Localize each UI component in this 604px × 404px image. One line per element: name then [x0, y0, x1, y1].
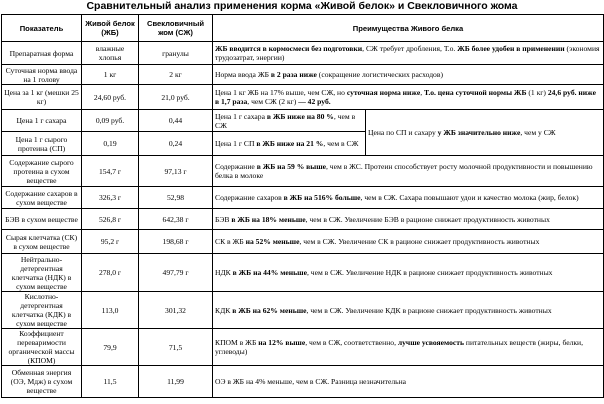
row-zhb-value: 95,2 г [82, 230, 139, 254]
row-zhb-value: 326,3 г [82, 187, 139, 209]
emphasis-text: у ЖБ значительно ниже [437, 128, 521, 137]
row-advantage: НДК в ЖБ на 44% меньше, чем в СЖ. Увеличение НДК в рационе снижает продуктивность животных [213, 254, 604, 292]
header-indicator: Показатель [2, 15, 82, 42]
table-row [2, 65, 604, 85]
row-indicator: Цена за 1 кг (мешки 25 кг) [2, 85, 82, 110]
emphasis-text: в ЖБ на 62% меньше [232, 305, 307, 315]
row-szh-value: 0,44 [139, 110, 213, 132]
page-title: Сравнительный анализ применения корма «Живой белок» и Свекловичного жома [86, 0, 518, 12]
row-zhb-value: 113,0 [82, 292, 139, 329]
row-advantage: Цена 1 кг ЖБ на 17% выше, чем СЖ, но суточная норма ниже, Т.о. цена суточной нормы ЖБ (1 кг) 24,6 руб. ниже в 1,7 раза, чем СЖ (2 кг) — 42 руб. [213, 85, 604, 110]
row-advantage: Цена 1 г сахара в ЖБ ниже на 80 %, чем в СЖ [213, 110, 366, 132]
row-indicator: Нейтрально-детергентная клетчатка (НДК) в сухом веществе [2, 254, 82, 292]
row-advantage: ЖБ вводится в кормосмеси без подготовки, СЖ требует дробления, Т.о. ЖБ более удобен в применении (экономия трудозатрат, энергии) [213, 42, 604, 65]
table-row [2, 366, 604, 398]
header-row [2, 15, 604, 42]
emphasis-text: ЖБ вводится в кормосмеси без подготовки [215, 44, 363, 53]
row-indicator: Содержание сырого протеина в сухом веществе [2, 156, 82, 187]
row-indicator: Суточная норма ввода на 1 голову [2, 65, 82, 85]
row-szh-value: 0,24 [139, 132, 213, 156]
row-indicator: Цена 1 г сырого протеина (СП) [2, 132, 82, 156]
emphasis-text: ЖБ более удобен в применении [457, 44, 565, 53]
table-row [2, 85, 604, 110]
row-zhb-value: 526,8 г [82, 209, 139, 230]
table-row [2, 42, 604, 65]
table-row [2, 209, 604, 230]
merged-price-note: Цена по СП и сахару у ЖБ значительно ниже, чем у СЖ [366, 110, 604, 156]
row-indicator: Коэффициент переваримости органической массы (КПОМ) [2, 329, 82, 366]
emphasis-text: Т.о. цена суточной нормы ЖБ [424, 88, 527, 97]
table-row [2, 230, 604, 254]
row-advantage: КДК в ЖБ на 62% меньше, чем в СЖ. Увеличение КДК в рационе снижает продуктивность животных [213, 292, 604, 329]
row-zhb-value: 278,0 г [82, 254, 139, 292]
row-zhb-value: 79,9 [82, 329, 139, 366]
row-advantage: Цена 1 г СП в ЖБ ниже на 21 %, чем в СЖ [213, 132, 366, 156]
row-szh-value: 301,32 [139, 292, 213, 329]
emphasis-text: в ЖБ на 44% меньше [232, 268, 307, 277]
row-szh-value: 52,98 [139, 187, 213, 209]
row-indicator: Содержание сахаров в сухом веществе [2, 187, 82, 209]
row-szh-value: 642,38 г [139, 209, 213, 230]
table-row [2, 156, 604, 187]
row-szh-value: 21,0 руб. [139, 85, 213, 110]
row-indicator: Обменная энергия (ОЭ, Мдж) в сухом веществе [2, 366, 82, 398]
emphasis-text: лучше усвояемость [397, 338, 464, 347]
table-row [2, 187, 604, 209]
row-indicator: БЭВ в сухом веществе [2, 209, 82, 230]
row-szh-value: 497,79 г [139, 254, 213, 292]
row-zhb-value: 0,19 [82, 132, 139, 156]
emphasis-text: 24,6 руб. ниже в 1,7 раза [215, 88, 596, 106]
row-advantage: СК в ЖБ на 52% меньше, чем в СЖ. Увеличение СК в рационе снижает продуктивность животных [213, 230, 604, 254]
row-advantage: ОЭ в ЖБ на 4% меньше, чем в СЖ. Разница незначительна [213, 366, 604, 398]
row-advantage: Содержание в ЖБ на 59 % выше, чем в ЖС. Протеин способствует росту молочной продуктивности и повышению белка в молоке [213, 156, 604, 187]
table-row [2, 254, 604, 292]
row-advantage: Содержание сахаров в ЖБ на 516% больше, чем в СЖ. Сахара повышают удои и качество молока (жир, белок) [213, 187, 604, 209]
row-zhb-value: 154,7 г [82, 156, 139, 187]
emphasis-text: в ЖБ на 59 % выше [256, 162, 326, 171]
row-indicator: Сырая клетчатка (СК) в сухом веществе [2, 230, 82, 254]
table-row [2, 329, 604, 366]
table-row [2, 292, 604, 329]
emphasis-text: в ЖБ ниже на 80 % [266, 111, 334, 121]
emphasis-text: — 42 руб. [298, 97, 331, 106]
row-zhb-value: влажные хлопья [82, 42, 139, 65]
header-zhb: Живой белок (ЖБ) [82, 15, 139, 42]
comparison-table [1, 14, 604, 398]
row-szh-value: 2 кг [139, 65, 213, 85]
row-indicator: Цена 1 г сахара [2, 110, 82, 132]
emphasis-text: в ЖБ ниже на 21 % [256, 139, 324, 148]
emphasis-text: в ЖБ на 18% меньше [231, 214, 306, 224]
row-advantage: Норма ввода ЖБ в 2 раза ниже (сокращение логистических расходов) [213, 65, 604, 85]
header-szh: Свекловичный жом (СЖ) [139, 15, 213, 42]
row-zhb-value: 0,09 руб. [82, 110, 139, 132]
row-szh-value: гранулы [139, 42, 213, 65]
emphasis-text: в 2 раза ниже [270, 70, 317, 79]
row-zhb-value: 1 кг [82, 65, 139, 85]
emphasis-text: суточная норма ниже [346, 88, 421, 97]
row-zhb-value: 24,60 руб. [82, 85, 139, 110]
emphasis-text: на 52% меньше [245, 237, 300, 246]
row-advantage: КПОМ в ЖБ на 12% выше, чем в СЖ, соответственно, лучше усвояемость питательных веществ (жиры, белки, углеводы) [213, 329, 604, 366]
emphasis-text: на 12% выше [258, 338, 306, 347]
row-indicator: Кислотно-детергентная клетчатка (КДК) в сухом веществе [2, 292, 82, 329]
row-szh-value: 198,68 г [139, 230, 213, 254]
row-indicator: Препаратная форма [2, 42, 82, 65]
emphasis-text: в ЖБ на 516% больше [283, 193, 361, 202]
row-advantage: БЭВ в ЖБ на 18% меньше, чем в СЖ. Увеличение БЭВ в рационе снижает продуктивность животных [213, 209, 604, 230]
row-szh-value: 97,13 г [139, 156, 213, 187]
header-advantages: Преимущества Живого белка [213, 15, 604, 42]
row-zhb-value: 11,5 [82, 366, 139, 398]
row-szh-value: 11,99 [139, 366, 213, 398]
row-szh-value: 71,5 [139, 329, 213, 366]
table-row [2, 110, 604, 132]
